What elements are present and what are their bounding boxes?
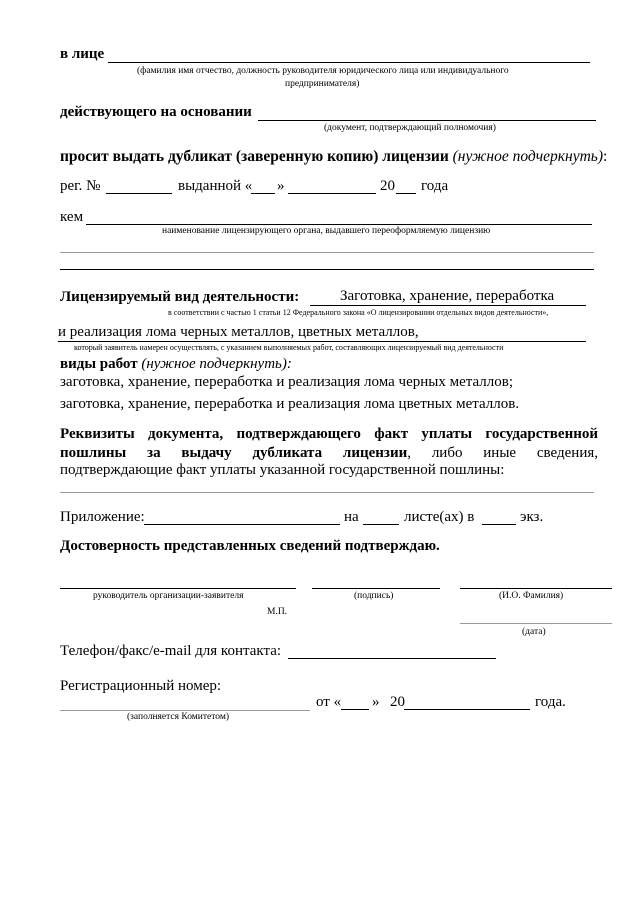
head-caption: руководитель организации-заявителя xyxy=(93,591,244,601)
activity-label: Лицензируемый вид деятельности: xyxy=(60,289,300,305)
issued-label: выданной « xyxy=(178,178,253,194)
activity-value-1[interactable]: Заготовка, хранение, переработка xyxy=(310,288,586,306)
name-caption: (И.О. Фамилия) xyxy=(499,591,564,601)
works-item-1[interactable]: заготовка, хранение, переработка и реализация лома черных металлов; xyxy=(60,374,513,390)
head-signature-field[interactable] xyxy=(60,588,296,589)
requisites-line-2-bold: пошлины за выдачу дубликата лицензии xyxy=(60,445,408,461)
issuer-field[interactable] xyxy=(86,224,592,225)
registration-label: Регистрационный номер: xyxy=(60,678,222,694)
works-heading xyxy=(60,356,292,373)
registration-year-field[interactable] xyxy=(404,709,530,710)
basis-field[interactable] xyxy=(258,120,596,121)
attachment-label: Приложение: xyxy=(60,509,145,525)
contact-label: Телефон/факс/e-mail для контакта: xyxy=(60,643,282,659)
requisites-line-3: подтверждающие факт уплаты указанной государственной пошлины: xyxy=(60,462,505,478)
basis-label: действующего на основании xyxy=(60,104,252,120)
reg-no-label: рег. № xyxy=(60,178,101,194)
issuer-label: кем xyxy=(60,209,84,225)
sign-field[interactable] xyxy=(312,588,440,589)
represented-by-caption-1: (фамилия имя отчество, должность руководителя юридического лица или индивидуального xyxy=(137,66,509,76)
issuer-caption: наименование лицензирующего органа, выдавшего переоформляемую лицензию xyxy=(162,226,491,236)
reg-no-field[interactable] xyxy=(106,193,172,194)
name-field[interactable] xyxy=(460,588,612,589)
requisites-line-1: Реквизиты документа, подтверждающего факт уплаты государственной xyxy=(60,426,598,442)
request-heading xyxy=(60,148,607,166)
works-bold: виды работ xyxy=(60,356,138,372)
activity-note-1: в соответствии с частью 1 статьи 12 Федерального закона «О лицензировании отдельных видов деятельности», xyxy=(168,308,549,317)
represented-by-caption-2: предпринимателя) xyxy=(285,79,360,89)
issuer-extra-line-1[interactable] xyxy=(60,252,594,253)
stamp-label: М.П. xyxy=(267,607,288,617)
activity-note-2: который заявитель намерен осуществлять, с указанием выполняемых работ, составляющих лицензируемый вид деятельности xyxy=(74,343,504,352)
requisites-field[interactable] xyxy=(60,492,594,493)
registration-year-word: года. xyxy=(535,694,566,710)
attachment-on: на xyxy=(344,509,359,525)
registration-caption: (заполняется Комитетом) xyxy=(127,712,230,722)
requisites-line-2 xyxy=(60,444,598,463)
date-caption: (дата) xyxy=(522,627,546,637)
attachment-sheets: листе(ах) в xyxy=(404,509,475,525)
registration-number-field[interactable] xyxy=(60,710,310,711)
registration-year-prefix: 20 xyxy=(390,694,405,710)
registration-from: от « xyxy=(316,694,342,710)
attachment-sheets-field[interactable] xyxy=(363,524,399,525)
issued-month-field[interactable] xyxy=(288,193,376,194)
date-field[interactable] xyxy=(460,623,612,624)
attachment-copies: экз. xyxy=(520,509,544,525)
issued-year-word: года xyxy=(421,178,449,194)
registration-quote-close: » xyxy=(372,694,380,710)
issued-year-field[interactable] xyxy=(396,193,416,194)
issuer-extra-line-2[interactable] xyxy=(60,269,594,270)
issued-year-prefix: 20 xyxy=(380,178,395,194)
request-colon: : xyxy=(603,148,608,165)
attachment-field[interactable] xyxy=(144,524,340,525)
activity-value-2[interactable]: и реализация лома черных металлов, цветных металлов, xyxy=(58,324,586,342)
issued-day-field[interactable] xyxy=(251,193,275,194)
confirm-text: Достоверность представленных сведений подтверждаю. xyxy=(60,538,440,554)
registration-day-field[interactable] xyxy=(341,709,369,710)
basis-caption: (документ, подтверждающий полномочия) xyxy=(324,123,496,133)
attachment-copies-field[interactable] xyxy=(482,524,516,525)
request-bold: просит выдать дубликат (заверенную копию) лицензии xyxy=(60,148,449,165)
works-italic: (нужное подчеркнуть): xyxy=(141,356,292,372)
sign-caption: (подпись) xyxy=(354,591,394,601)
request-italic: (нужное подчеркнуть) xyxy=(452,148,603,165)
works-item-2[interactable]: заготовка, хранение, переработка и реализация лома цветных металлов. xyxy=(60,396,520,412)
represented-by-field[interactable] xyxy=(108,62,590,63)
represented-by-label: в лице xyxy=(60,46,105,62)
issued-quote-close: » xyxy=(277,178,285,194)
requisites-line-2-normal: , либо иные сведения, xyxy=(407,445,598,461)
contact-field[interactable] xyxy=(288,658,496,659)
